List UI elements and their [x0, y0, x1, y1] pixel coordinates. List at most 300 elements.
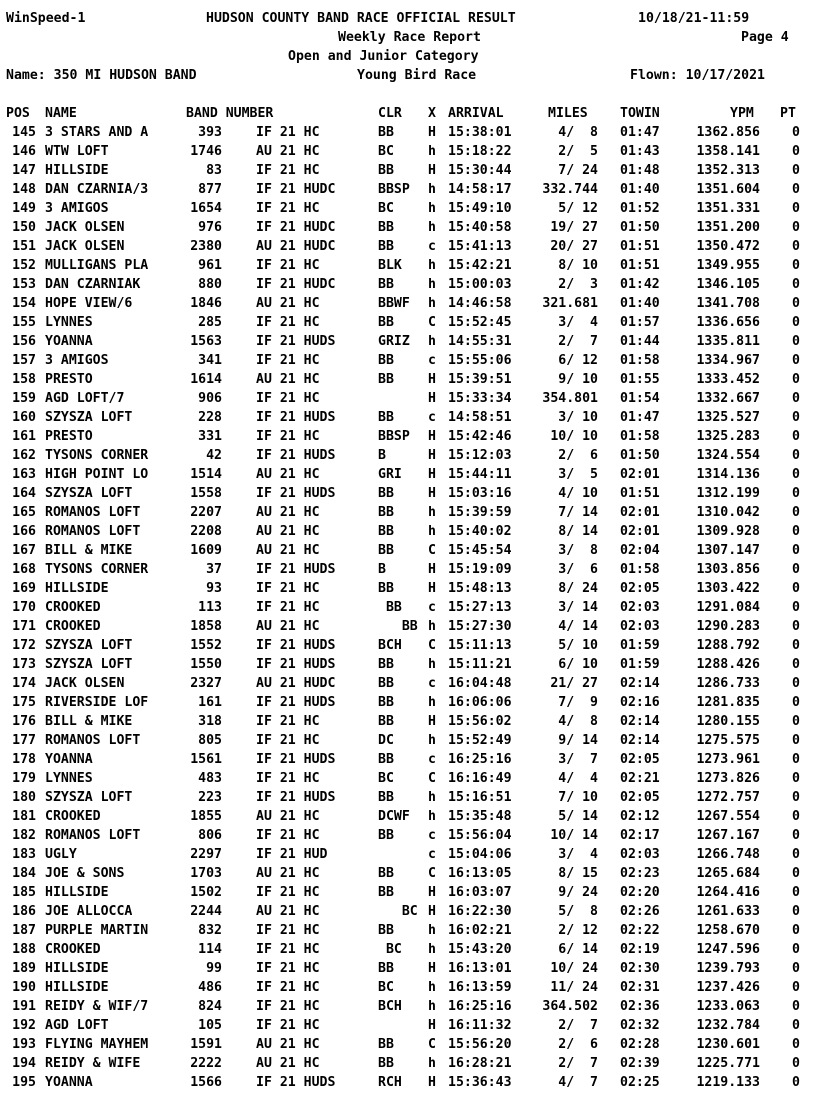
- cell-name: REIDY & WIFE: [45, 1056, 141, 1071]
- cell-pos: 164: [12, 486, 36, 501]
- cell-name: HILLSIDE: [45, 885, 109, 900]
- col-name: NAME: [45, 106, 77, 121]
- cell-name: CROOKED: [45, 809, 101, 824]
- cell-band-number: IF 21 HC: [256, 258, 320, 273]
- cell-towin: 02:14: [620, 676, 660, 691]
- cell-ypm: 1265.684: [696, 866, 760, 881]
- cell-clr: BC: [378, 980, 394, 995]
- cell-towin: 01:58: [620, 429, 660, 444]
- cell-clr: BB: [378, 676, 394, 691]
- cell-band: 2208: [190, 524, 222, 539]
- cell-band: 113: [198, 600, 222, 615]
- cell-ypm: 1273.961: [696, 752, 760, 767]
- cell-clr: BB: [378, 619, 418, 634]
- cell-x: C: [428, 638, 436, 653]
- cell-pos: 189: [12, 961, 36, 976]
- cell-clr: BB: [378, 828, 394, 843]
- cell-band-number: IF 21 HC: [256, 163, 320, 178]
- cell-miles: 10/ 14: [550, 828, 598, 843]
- cell-arrival: 15:03:16: [448, 486, 512, 501]
- cell-towin: 01:48: [620, 163, 660, 178]
- cell-ypm: 1303.856: [696, 562, 760, 577]
- cell-name: LYNNES: [45, 315, 93, 330]
- cell-pt: 0: [792, 391, 800, 406]
- cell-name: DAN CZARNIAK: [45, 277, 141, 292]
- cell-band-number: IF 21 HC: [256, 733, 320, 748]
- cell-band-number: IF 21 HC: [256, 923, 320, 938]
- cell-band: 2222: [190, 1056, 222, 1071]
- cell-band: 331: [198, 429, 222, 444]
- cell-name: PRESTO: [45, 372, 93, 387]
- cell-pos: 194: [12, 1056, 36, 1071]
- cell-band: 37: [206, 562, 222, 577]
- cell-band-number: IF 21 HC: [256, 391, 320, 406]
- cell-pt: 0: [792, 315, 800, 330]
- cell-pt: 0: [792, 923, 800, 938]
- cell-clr: BC: [378, 771, 394, 786]
- cell-arrival: 15:52:49: [448, 733, 512, 748]
- cell-band-number: AU 21 HC: [256, 809, 320, 824]
- cell-pt: 0: [792, 562, 800, 577]
- cell-ypm: 1351.331: [696, 201, 760, 216]
- cell-pt: 0: [792, 657, 800, 672]
- cell-miles: 19/ 27: [550, 220, 598, 235]
- cell-band: 805: [198, 733, 222, 748]
- cell-band: 93: [206, 581, 222, 596]
- cell-band: 105: [198, 1018, 222, 1033]
- cell-arrival: 15:42:46: [448, 429, 512, 444]
- cell-name: ROMANOS LOFT: [45, 524, 141, 539]
- cell-name: SZYSZA LOFT: [45, 410, 133, 425]
- cell-ypm: 1324.554: [696, 448, 760, 463]
- cell-miles: 2/ 6: [558, 448, 598, 463]
- cell-towin: 01:55: [620, 372, 660, 387]
- cell-x: h: [428, 1056, 436, 1071]
- cell-pt: 0: [792, 600, 800, 615]
- cell-x: c: [428, 676, 436, 691]
- cell-band-number: IF 21 HC: [256, 771, 320, 786]
- cell-miles: 2/ 5: [558, 144, 598, 159]
- cell-x: H: [428, 486, 436, 501]
- cell-ypm: 1239.793: [696, 961, 760, 976]
- cell-arrival: 15:30:44: [448, 163, 512, 178]
- cell-clr: BB: [378, 1037, 394, 1052]
- cell-x: h: [428, 524, 436, 539]
- cell-x: C: [428, 771, 436, 786]
- cell-band-number: IF 21 HC: [256, 1018, 320, 1033]
- cell-pt: 0: [792, 163, 800, 178]
- cell-arrival: 15:18:22: [448, 144, 512, 159]
- cell-arrival: 16:25:16: [448, 999, 512, 1014]
- cell-pt: 0: [792, 1075, 800, 1090]
- cell-pos: 168: [12, 562, 36, 577]
- cell-pt: 0: [792, 695, 800, 710]
- cell-band-number: AU 21 HC: [256, 619, 320, 634]
- cell-ypm: 1288.792: [696, 638, 760, 653]
- cell-arrival: 15:16:51: [448, 790, 512, 805]
- cell-name: ROMANOS LOFT: [45, 505, 141, 520]
- cell-arrival: 14:46:58: [448, 296, 512, 311]
- report-category: Open and Junior Category: [288, 49, 479, 64]
- cell-band: 1550: [190, 657, 222, 672]
- cell-towin: 02:25: [620, 1075, 660, 1090]
- cell-pos: 146: [12, 144, 36, 159]
- cell-pt: 0: [792, 410, 800, 425]
- cell-miles: 321.681: [542, 296, 598, 311]
- cell-x: h: [428, 296, 436, 311]
- cell-band: 1558: [190, 486, 222, 501]
- cell-ypm: 1275.575: [696, 733, 760, 748]
- cell-arrival: 14:58:17: [448, 182, 512, 197]
- cell-miles: 11/ 24: [550, 980, 598, 995]
- cell-clr: BC: [378, 904, 418, 919]
- cell-clr: BB: [378, 239, 394, 254]
- col-ypm: YPM: [730, 106, 754, 121]
- cell-name: HOPE VIEW/6: [45, 296, 133, 311]
- cell-name: ROMANOS LOFT: [45, 828, 141, 843]
- cell-ypm: 1351.604: [696, 182, 760, 197]
- cell-name: JACK OLSEN: [45, 239, 125, 254]
- cell-arrival: 16:13:59: [448, 980, 512, 995]
- cell-pos: 154: [12, 296, 36, 311]
- cell-pos: 151: [12, 239, 36, 254]
- cell-miles: 3/ 10: [558, 410, 598, 425]
- cell-pos: 162: [12, 448, 36, 463]
- cell-band: 1846: [190, 296, 222, 311]
- cell-band: 906: [198, 391, 222, 406]
- cell-miles: 3/ 7: [558, 752, 598, 767]
- cell-pt: 0: [792, 1056, 800, 1071]
- cell-towin: 01:44: [620, 334, 660, 349]
- cell-miles: 5/ 10: [558, 638, 598, 653]
- cell-pos: 147: [12, 163, 36, 178]
- cell-towin: 01:52: [620, 201, 660, 216]
- cell-name: SZYSZA LOFT: [45, 486, 133, 501]
- cell-arrival: 15:35:48: [448, 809, 512, 824]
- cell-clr: BB: [378, 714, 394, 729]
- cell-miles: 2/ 6: [558, 1037, 598, 1052]
- cell-band-number: IF 21 HC: [256, 315, 320, 330]
- cell-towin: 02:17: [620, 828, 660, 843]
- cell-towin: 02:03: [620, 847, 660, 862]
- cell-pt: 0: [792, 524, 800, 539]
- cell-band: 1855: [190, 809, 222, 824]
- cell-x: H: [428, 467, 436, 482]
- cell-towin: 01:59: [620, 638, 660, 653]
- cell-arrival: 16:11:32: [448, 1018, 512, 1033]
- cell-x: c: [428, 600, 436, 615]
- cell-name: MULLIGANS PLA: [45, 258, 149, 273]
- cell-arrival: 15:43:20: [448, 942, 512, 957]
- cell-miles: 7/ 14: [558, 505, 598, 520]
- cell-x: h: [428, 144, 436, 159]
- cell-arrival: 15:52:45: [448, 315, 512, 330]
- cell-band: 99: [206, 961, 222, 976]
- cell-pt: 0: [792, 144, 800, 159]
- cell-ypm: 1325.527: [696, 410, 760, 425]
- cell-miles: 8/ 24: [558, 581, 598, 596]
- cell-band-number: AU 21 HC: [256, 1037, 320, 1052]
- cell-arrival: 15:40:58: [448, 220, 512, 235]
- cell-miles: 5/ 14: [558, 809, 598, 824]
- cell-ypm: 1261.633: [696, 904, 760, 919]
- cell-band-number: IF 21 HC: [256, 581, 320, 596]
- cell-x: C: [428, 1037, 436, 1052]
- cell-miles: 20/ 27: [550, 239, 598, 254]
- cell-miles: 6/ 14: [558, 942, 598, 957]
- cell-pt: 0: [792, 619, 800, 634]
- cell-pos: 177: [12, 733, 36, 748]
- cell-arrival: 15:44:11: [448, 467, 512, 482]
- cell-name: SZYSZA LOFT: [45, 638, 133, 653]
- cell-band-number: IF 21 HUDS: [256, 1075, 336, 1090]
- cell-name: PRESTO: [45, 429, 93, 444]
- cell-arrival: 15:56:04: [448, 828, 512, 843]
- cell-ypm: 1336.656: [696, 315, 760, 330]
- cell-x: C: [428, 866, 436, 881]
- cell-miles: 4/ 8: [558, 125, 598, 140]
- cell-x: H: [428, 1075, 436, 1090]
- cell-ypm: 1233.063: [696, 999, 760, 1014]
- cell-clr: BB: [378, 277, 394, 292]
- cell-name: LYNNES: [45, 771, 93, 786]
- cell-x: c: [428, 752, 436, 767]
- cell-name: WTW LOFT: [45, 144, 109, 159]
- cell-arrival: 15:45:54: [448, 543, 512, 558]
- cell-band-number: AU 21 HC: [256, 543, 320, 558]
- cell-pos: 155: [12, 315, 36, 330]
- cell-towin: 01:50: [620, 448, 660, 463]
- cell-x: h: [428, 999, 436, 1014]
- cell-towin: 02:01: [620, 505, 660, 520]
- cell-pos: 158: [12, 372, 36, 387]
- cell-band-number: IF 21 HUD: [256, 847, 328, 862]
- cell-pos: 163: [12, 467, 36, 482]
- cell-name: 3 AMIGOS: [45, 201, 109, 216]
- cell-band-number: AU 21 HC: [256, 372, 320, 387]
- cell-pt: 0: [792, 296, 800, 311]
- cell-miles: 5/ 8: [558, 904, 598, 919]
- cell-ypm: 1350.472: [696, 239, 760, 254]
- cell-ypm: 1225.771: [696, 1056, 760, 1071]
- cell-miles: 332.744: [542, 182, 598, 197]
- cell-miles: 2/ 12: [558, 923, 598, 938]
- cell-ypm: 1307.147: [696, 543, 760, 558]
- cell-towin: 02:03: [620, 600, 660, 615]
- cell-towin: 01:58: [620, 562, 660, 577]
- col-pos: POS: [6, 106, 30, 121]
- cell-band: 1591: [190, 1037, 222, 1052]
- cell-pt: 0: [792, 353, 800, 368]
- cell-pos: 157: [12, 353, 36, 368]
- cell-name: CROOKED: [45, 942, 101, 957]
- cell-clr: BB: [378, 752, 394, 767]
- cell-pt: 0: [792, 372, 800, 387]
- cell-x: H: [428, 885, 436, 900]
- cell-pos: 145: [12, 125, 36, 140]
- cell-towin: 02:05: [620, 790, 660, 805]
- cell-clr: BB: [378, 961, 394, 976]
- cell-towin: 01:47: [620, 410, 660, 425]
- cell-clr: BB: [378, 220, 394, 235]
- cell-ypm: 1349.955: [696, 258, 760, 273]
- cell-name: JOE & SONS: [45, 866, 125, 881]
- cell-ypm: 1334.967: [696, 353, 760, 368]
- cell-clr: BB: [378, 486, 394, 501]
- cell-band: 1502: [190, 885, 222, 900]
- cell-pos: 182: [12, 828, 36, 843]
- cell-band: 223: [198, 790, 222, 805]
- cell-x: H: [428, 562, 436, 577]
- cell-x: H: [428, 448, 436, 463]
- cell-miles: 10/ 10: [550, 429, 598, 444]
- cell-name: YOANNA: [45, 752, 93, 767]
- report-subtitle: Weekly Race Report: [338, 30, 481, 45]
- cell-pos: 174: [12, 676, 36, 691]
- cell-clr: BB: [378, 923, 394, 938]
- cell-arrival: 15:27:13: [448, 600, 512, 615]
- cell-arrival: 16:16:49: [448, 771, 512, 786]
- cell-towin: 02:19: [620, 942, 660, 957]
- cell-pos: 186: [12, 904, 36, 919]
- col-band-number: BAND NUMBER: [186, 106, 274, 121]
- cell-arrival: 15:56:20: [448, 1037, 512, 1052]
- cell-pos: 167: [12, 543, 36, 558]
- cell-towin: 02:14: [620, 714, 660, 729]
- cell-ypm: 1352.313: [696, 163, 760, 178]
- cell-band: 961: [198, 258, 222, 273]
- cell-band: 483: [198, 771, 222, 786]
- cell-band: 341: [198, 353, 222, 368]
- cell-pt: 0: [792, 467, 800, 482]
- cell-ypm: 1258.670: [696, 923, 760, 938]
- cell-name: YOANNA: [45, 334, 93, 349]
- cell-x: H: [428, 391, 436, 406]
- cell-ypm: 1310.042: [696, 505, 760, 520]
- cell-arrival: 15:41:13: [448, 239, 512, 254]
- cell-towin: 01:40: [620, 182, 660, 197]
- cell-miles: 8/ 15: [558, 866, 598, 881]
- cell-band-number: IF 21 HUDS: [256, 657, 336, 672]
- cell-name: TYSONS CORNER: [45, 448, 149, 463]
- cell-name: HILLSIDE: [45, 581, 109, 596]
- cell-band: 285: [198, 315, 222, 330]
- cell-pos: 178: [12, 752, 36, 767]
- cell-band: 2244: [190, 904, 222, 919]
- cell-towin: 02:30: [620, 961, 660, 976]
- cell-band-number: AU 21 HUDC: [256, 676, 336, 691]
- cell-band-number: IF 21 HC: [256, 201, 320, 216]
- cell-arrival: 16:28:21: [448, 1056, 512, 1071]
- cell-name: AGD LOFT: [45, 1018, 109, 1033]
- cell-arrival: 16:13:05: [448, 866, 512, 881]
- cell-pos: 187: [12, 923, 36, 938]
- cell-x: h: [428, 942, 436, 957]
- cell-ypm: 1267.554: [696, 809, 760, 824]
- cell-pos: 153: [12, 277, 36, 292]
- cell-band-number: AU 21 HC: [256, 296, 320, 311]
- cell-miles: 4/ 4: [558, 771, 598, 786]
- cell-miles: 364.502: [542, 999, 598, 1014]
- cell-band-number: IF 21 HC: [256, 961, 320, 976]
- page-number: Page 4: [741, 30, 789, 45]
- cell-pt: 0: [792, 961, 800, 976]
- cell-clr: BB: [378, 581, 394, 596]
- cell-name: 3 AMIGOS: [45, 353, 109, 368]
- cell-name: BILL & MIKE: [45, 714, 133, 729]
- cell-ypm: 1237.426: [696, 980, 760, 995]
- cell-band: 824: [198, 999, 222, 1014]
- cell-clr: BB: [378, 125, 394, 140]
- cell-pt: 0: [792, 505, 800, 520]
- col-pt: PT: [780, 106, 796, 121]
- cell-arrival: 15:36:43: [448, 1075, 512, 1090]
- cell-pos: 169: [12, 581, 36, 596]
- cell-x: h: [428, 695, 436, 710]
- cell-pt: 0: [792, 182, 800, 197]
- cell-band-number: IF 21 HUDS: [256, 752, 336, 767]
- cell-clr: BB: [378, 410, 394, 425]
- cell-band-number: IF 21 HUDC: [256, 277, 336, 292]
- cell-band-number: AU 21 HC: [256, 904, 320, 919]
- col-clr: CLR: [378, 106, 402, 121]
- cell-ypm: 1362.856: [696, 125, 760, 140]
- cell-miles: 354.801: [542, 391, 598, 406]
- cell-arrival: 15:56:02: [448, 714, 512, 729]
- cell-name: JACK OLSEN: [45, 220, 125, 235]
- cell-band: 1746: [190, 144, 222, 159]
- cell-x: c: [428, 410, 436, 425]
- cell-arrival: 15:33:34: [448, 391, 512, 406]
- cell-arrival: 15:00:03: [448, 277, 512, 292]
- cell-towin: 01:42: [620, 277, 660, 292]
- cell-ypm: 1280.155: [696, 714, 760, 729]
- cell-band: 1563: [190, 334, 222, 349]
- cell-miles: 7/ 9: [558, 695, 598, 710]
- cell-arrival: 15:39:51: [448, 372, 512, 387]
- cell-band-number: IF 21 HUDS: [256, 486, 336, 501]
- cell-pos: 165: [12, 505, 36, 520]
- cell-x: c: [428, 353, 436, 368]
- cell-towin: 01:59: [620, 657, 660, 672]
- cell-miles: 9/ 14: [558, 733, 598, 748]
- cell-towin: 02:32: [620, 1018, 660, 1033]
- cell-arrival: 15:11:13: [448, 638, 512, 653]
- cell-band: 486: [198, 980, 222, 995]
- cell-pos: 175: [12, 695, 36, 710]
- cell-towin: 02:05: [620, 752, 660, 767]
- cell-ypm: 1281.835: [696, 695, 760, 710]
- cell-x: h: [428, 220, 436, 235]
- cell-pos: 149: [12, 201, 36, 216]
- cell-band-number: AU 21 HC: [256, 866, 320, 881]
- cell-towin: 01:51: [620, 486, 660, 501]
- col-arrival: ARRIVAL: [448, 106, 504, 121]
- cell-x: h: [428, 980, 436, 995]
- cell-arrival: 15:19:09: [448, 562, 512, 577]
- cell-ypm: 1333.452: [696, 372, 760, 387]
- cell-pos: 185: [12, 885, 36, 900]
- cell-band-number: AU 21 HC: [256, 467, 320, 482]
- cell-miles: 2/ 3: [558, 277, 598, 292]
- cell-band: 2297: [190, 847, 222, 862]
- cell-pos: 159: [12, 391, 36, 406]
- col-miles: MILES: [548, 106, 588, 121]
- cell-pos: 195: [12, 1075, 36, 1090]
- cell-name: YOANNA: [45, 1075, 93, 1090]
- cell-ypm: 1346.105: [696, 277, 760, 292]
- cell-clr: BCH: [378, 638, 402, 653]
